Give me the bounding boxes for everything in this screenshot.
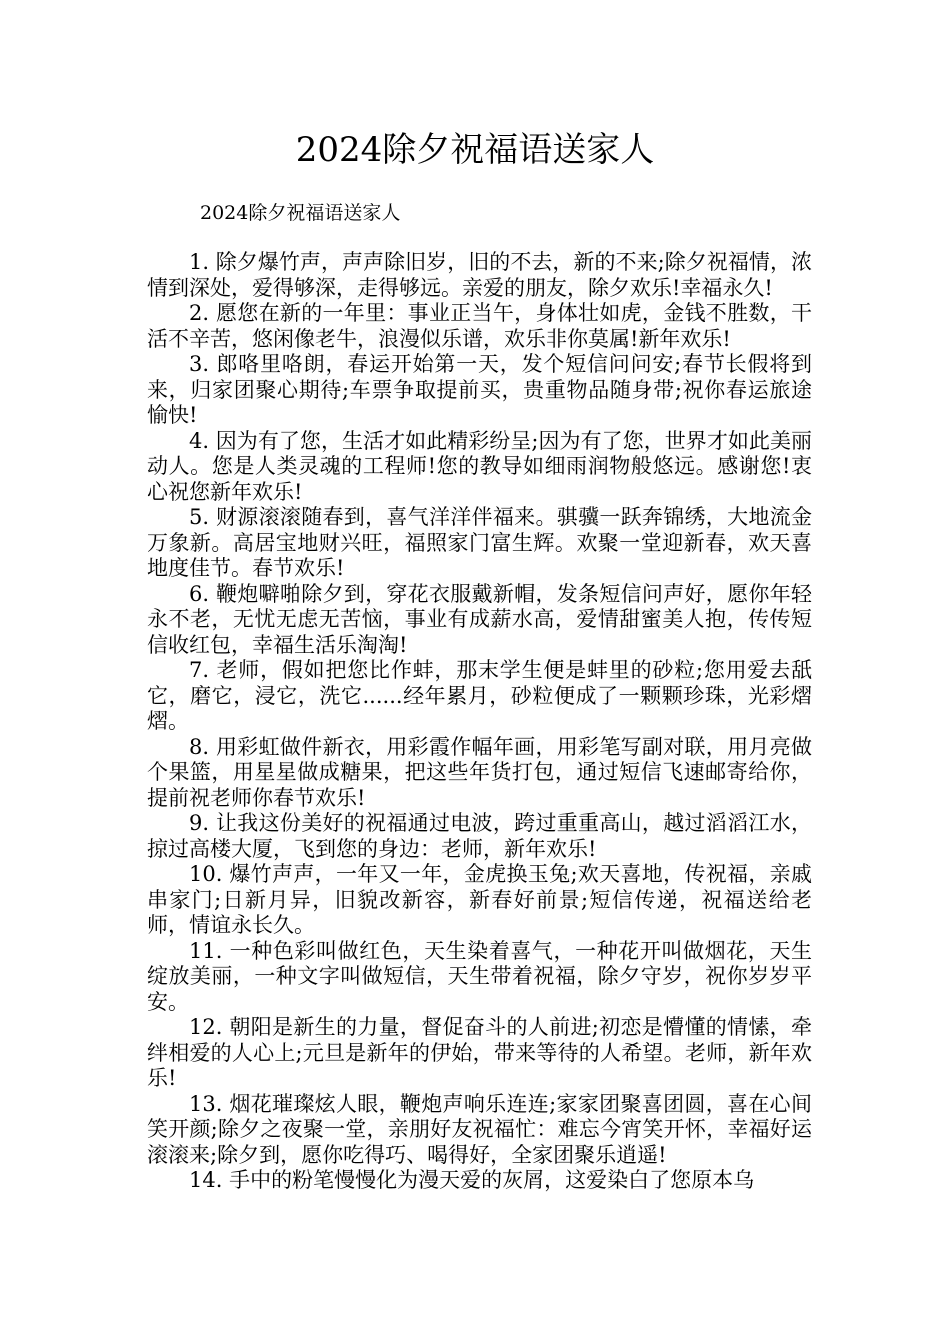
document-body [147,250,812,1194]
document-title: 2024除夕祝福语送家人 [295,130,655,170]
paragraph: 4. 因为有了您，生活才如此精彩纷呈;因为有了您，世界才如此美丽动人。您是人类灵魂的工程师!您的教导如细雨润物般悠远。感谢您!衷心祝您新年欢乐! [147,428,812,504]
paragraph: 13. 烟花璀璨炫人眼，鞭炮声响乐连连;家家团聚喜团圆，喜在心间笑开颜;除夕之夜聚一堂，亲朋好友祝福忙：难忘今宵笑开怀，幸福好运滚滚来;除夕到，愿你吃得巧、喝得好，全家团聚乐逍遥! [147,1091,812,1167]
paragraph: 14. 手中的粉笔慢慢化为漫天爱的灰屑，这爱染白了您原本乌 [189,1168,755,1192]
paragraph: 5. 财源滚滚随春到，喜气洋洋伴福来。骐骥一跃奔锦绣，大地流金万象新。高居宝地财兴旺，福照家门富生辉。欢聚一堂迎新春，欢天喜地度佳节。春节欢乐! [147,505,812,580]
paragraph: 2. 愿您在新的一年里：事业正当午，身体壮如虎，金钱不胜数，干活不辛苦，悠闲像老牛，浪漫似乐谱，欢乐非你莫属!新年欢乐! [147,301,812,351]
paragraph: 12. 朝阳是新生的力量，督促奋斗的人前进;初恋是懵懂的情愫，牵绊相爱的人心上;元旦是新年的伊始，带来等待的人希望。老师，新年欢乐! [147,1015,812,1090]
paragraph: 1. 除夕爆竹声，声声除旧岁，旧的不去，新的不来;除夕祝福情，浓情到深处，爱得够深，走得够远。亲爱的朋友，除夕欢乐!幸福永久! [147,250,812,300]
paragraph: 6. 鞭炮噼啪除夕到，穿花衣服戴新帽，发条短信问声好，愿你年轻永不老，无忧无虑无苦恼，事业有成薪水高，爱情甜蜜美人抱，传传短信收红包，幸福生活乐淘淘! [147,581,812,657]
paragraph: 9. 让我这份美好的祝福通过电波，跨过重重高山，越过滔滔江水，掠过高楼大厦，飞到您的身边：老师，新年欢乐! [147,811,812,861]
paragraph: 3. 郎咯里咯朗，春运开始第一天，发个短信问问安;春节长假将到来，归家团聚心期待;车票争取提前买，贵重物品随身带;祝你春运旅途愉快! [147,352,812,427]
paragraph: 8. 用彩虹做件新衣，用彩霞作幅年画，用彩笔写副对联，用月亮做个果篮，用星星做成糖果，把这些年货打包，通过短信飞速邮寄给你，提前祝老师你春节欢乐! [147,734,812,810]
paragraph: 7. 老师，假如把您比作蚌，那末学生便是蚌里的砂粒;您用爱去舐它，磨它，浸它，洗它......经年累月，砂粒便成了一颗颗珍珠，光彩熠熠。 [147,658,812,733]
document-subtitle: 2024除夕祝福语送家人 [200,202,401,224]
paragraph: 11. 一种色彩叫做红色，天生染着喜气，一种花开叫做烟花，天生绽放美丽，一种文字叫做短信，天生带着祝福，除夕守岁，祝你岁岁平安。 [147,938,812,1014]
paragraph: 10. 爆竹声声，一年又一年，金虎换玉兔;欢天喜地，传祝福，亲戚串家门;日新月异，旧貌改新容，新春好前景;短信传递，祝福送给老师，情谊永长久。 [147,862,812,937]
